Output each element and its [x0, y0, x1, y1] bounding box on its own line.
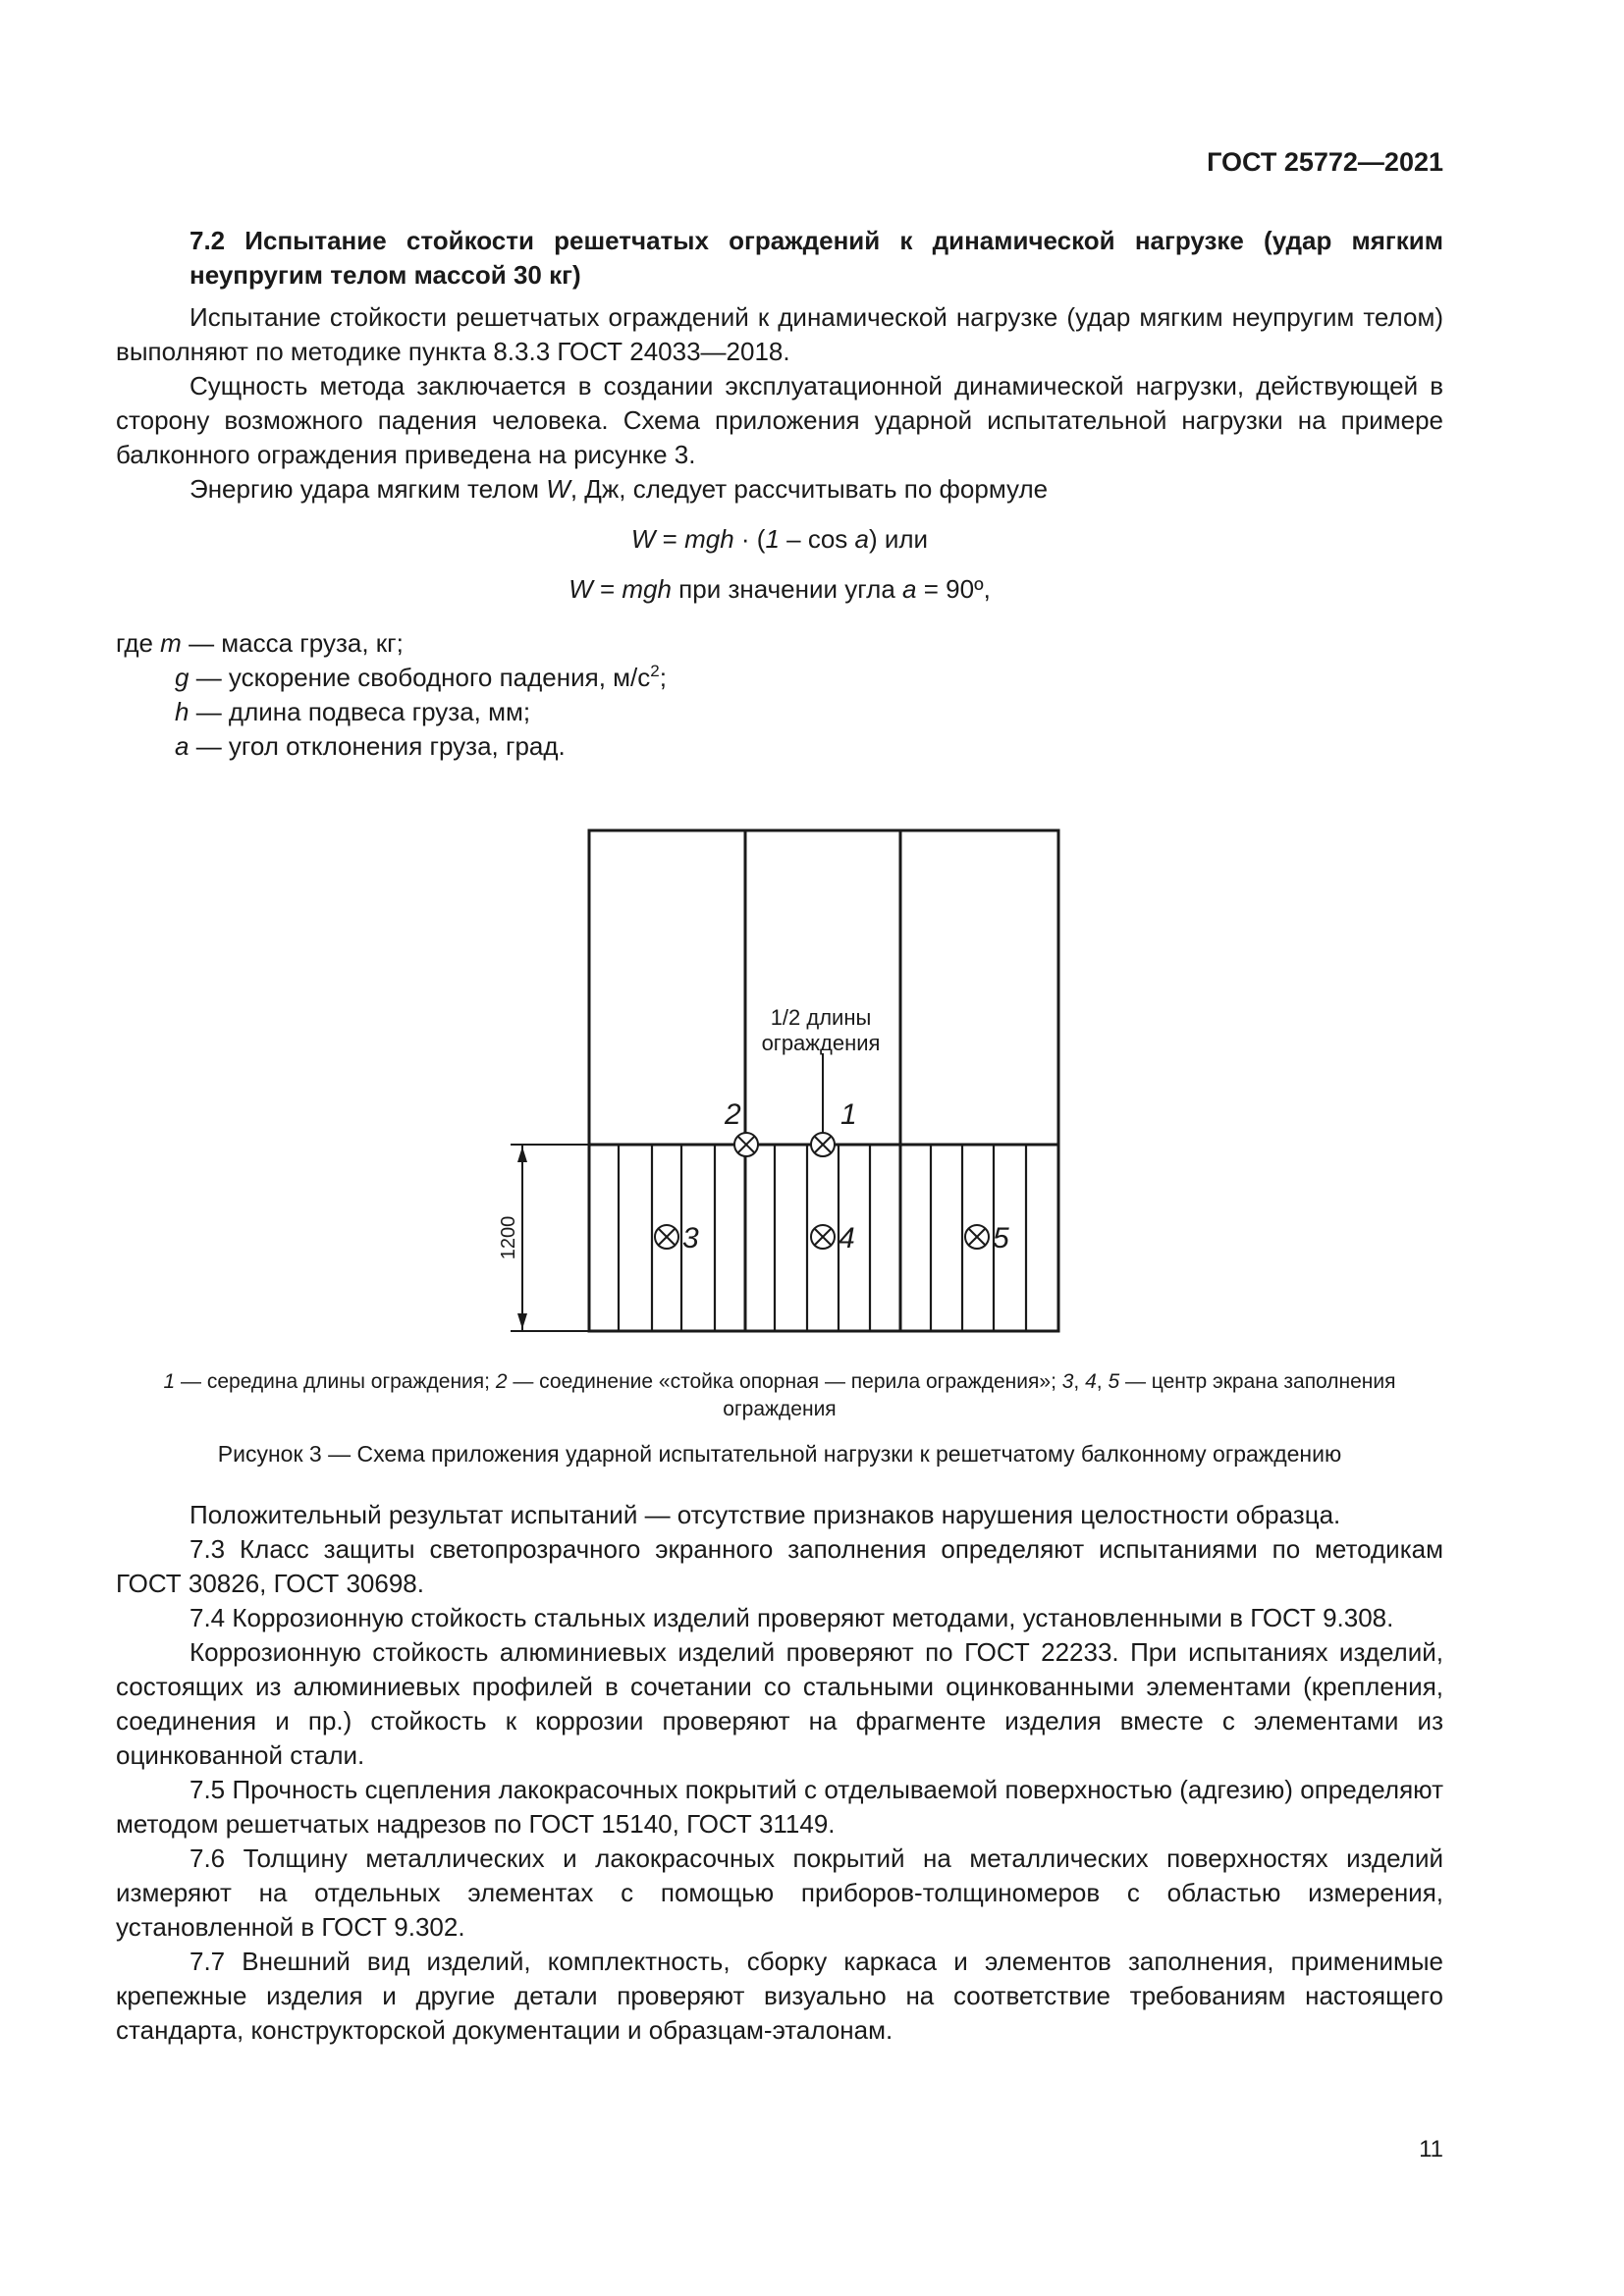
- section-7-2: [116, 224, 1443, 764]
- dimension-arrow-bottom: [517, 1313, 527, 1329]
- paragraph: Сущность метода заключается в создании эксплуатационной динамической нагрузки, действующей в сторону возможного падения человека. Схема приложения ударной испытательной нагрузки на примере балконного ограждения приведена на рисунке 3.: [116, 371, 1443, 469]
- paragraph: Испытание стойкости решетчатых ограждений к динамической нагрузке (удар мягким неупругим телом) выполняют по методике пункта 8.3.3 ГОСТ 24033—2018.: [116, 302, 1443, 366]
- dimension-label: 1200: [498, 1215, 519, 1260]
- marker-label-3: 3: [682, 1222, 699, 1255]
- load-point-marker-4: [811, 1225, 835, 1249]
- section-title: 7.2 Испытание стойкости решетчатых ограждений к динамической нагрузке (удар мягким неупругим телом массой 30 кг): [189, 226, 1443, 290]
- figure-3-diagram: [471, 823, 1080, 1353]
- paragraph: 7.5 Прочность сцепления лакокрасочных покрытий с отделываемой поверхностью (адгезию) определяют методом решетчатых надрезов по ГОСТ 15140, ГОСТ 31149.: [116, 1775, 1443, 1839]
- load-point-marker-1: [811, 1133, 835, 1156]
- document-header: ГОСТ 25772—2021: [1207, 147, 1443, 177]
- paragraph: 7.7 Внешний вид изделий, комплектность, сборку каркаса и элементов заполнения, применимые крепежные изделия и другие детали проверяют визуально на соответствие требованиям настоящего стандарта, конструкторской документации и образцам-эталонам.: [116, 1947, 1443, 2045]
- annotation-line-1: 1/2 длины: [770, 1005, 872, 1030]
- load-point-marker-5: [965, 1225, 989, 1249]
- paragraph: Коррозионную стойкость алюминиевых изделий проверяют по ГОСТ 22233. При испытаниях изделий, состоящих из алюминиевых профилей в сочетании со стальными оцинкованными элементами (крепления, соединения и пр.) стойкость к коррозии проверяют на фрагменте изделия вместе с элементами из оцинкованной стали.: [116, 1637, 1443, 1770]
- definition-a: a — угол отклонения груза, град.: [175, 731, 566, 761]
- marker-label-4: 4: [839, 1222, 855, 1255]
- dimension-arrow-top: [517, 1147, 527, 1162]
- sections-7-3-to-7-7: [116, 1498, 1443, 2048]
- formula-2: W = mgh при значении угла a = 90º,: [568, 574, 991, 604]
- definition-h: h — длина подвеса груза, мм;: [175, 697, 531, 726]
- load-point-marker-3: [655, 1225, 678, 1249]
- definition-m: где m — масса груза, кг;: [116, 628, 404, 658]
- paragraph: 7.3 Класс защиты светопрозрачного экранного заполнения определяют испытаниями по методикам ГОСТ 30826, ГОСТ 30698.: [116, 1534, 1443, 1598]
- figure-title: Рисунок 3 — Схема приложения ударной испытательной нагрузки к решетчатому балконному ограждению: [217, 1441, 1342, 1467]
- paragraph: 7.6 Толщину металлических и лакокрасочных покрытий на металлических поверхностях изделий измеряют на отдельных элементах с помощью приборов-толщиномеров с областью измерения, установленной в ГОСТ 9.302.: [116, 1843, 1443, 1942]
- paragraph: Энергию удара мягким телом W, Дж, следует рассчитывать по формуле: [189, 474, 1049, 504]
- load-point-marker-2: [734, 1133, 758, 1156]
- marker-label-5: 5: [993, 1222, 1009, 1255]
- marker-label-2: 2: [725, 1098, 741, 1131]
- figure-legend: 1 — середина длины ограждения; 2 — соединение «стойка опорная — перила ограждения»; 3, 4, 5 — центр экрана заполнения ограждения: [163, 1370, 1396, 1420]
- marker-label-1: 1: [840, 1098, 857, 1131]
- annotation-line-2: ограждения: [761, 1031, 881, 1055]
- page-number: 11: [1419, 2136, 1443, 2163]
- paragraph: 7.4 Коррозионную стойкость стальных изделий проверяют методами, установленными в ГОСТ 9.308.: [189, 1603, 1394, 1632]
- definition-g: g — ускорение свободного падения, $м/с^2$;: [175, 662, 667, 692]
- formula-1: W = mgh · (1 – cos a) или: [630, 524, 929, 554]
- paragraph: Положительный результат испытаний — отсутствие признаков нарушения целостности образца.: [189, 1500, 1341, 1529]
